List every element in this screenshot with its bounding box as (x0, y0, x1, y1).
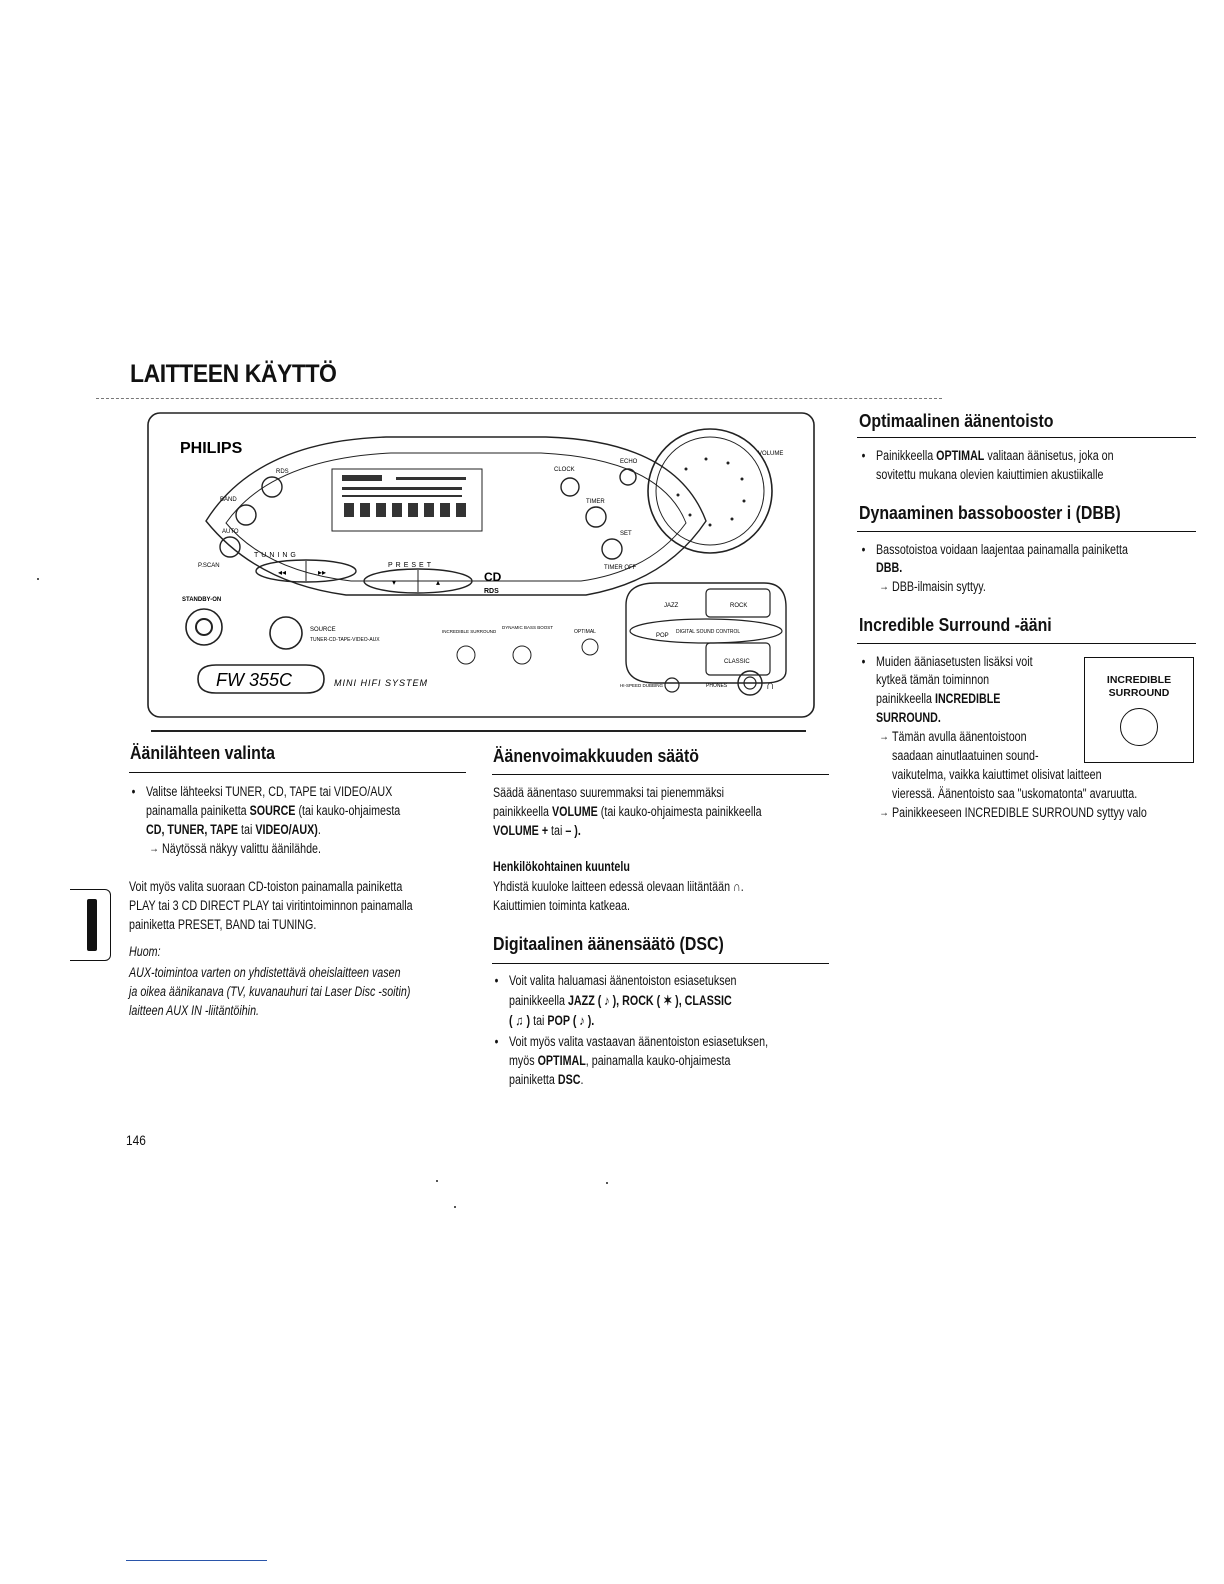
model-name: FW 355C (216, 670, 293, 690)
incredible-box-knob (1120, 708, 1158, 746)
headphones-line1: Yhdistä kuuloke laitteen edessä olevaan liitäntään ∩. (493, 879, 744, 894)
phones-label: PHONES (706, 683, 728, 689)
incredible-surround-button[interactable] (457, 646, 475, 664)
language-tab-marker (87, 899, 97, 951)
classic-label: CLASSIC (724, 659, 750, 665)
timer-button[interactable] (586, 507, 606, 527)
band-button[interactable] (236, 505, 256, 525)
source-label: SOURCE (310, 627, 336, 633)
optimal-line1: • Painikkeella OPTIMAL valitaan äänisetus, joka on (876, 446, 1114, 465)
source-bullet-line3: CD, TUNER, TAPE tai VIDEO/AUX). (146, 822, 321, 837)
surround-line3: painikkeella INCREDIBLE (876, 691, 1001, 706)
footer-rule (126, 1560, 267, 1561)
svg-text:▾: ▾ (392, 578, 397, 587)
headphones-icon: ∩ (766, 678, 775, 692)
hispeed-label: HI-SPEED DUBBING (620, 683, 664, 688)
dsc-label: DIGITAL SOUND CONTROL (676, 629, 741, 635)
source-bullet-line2: painamalla painiketta SOURCE (tai kauko-ohjaimesta (146, 803, 401, 818)
incredible-box-label1: INCREDIBLE (1106, 674, 1172, 686)
headphones-line2: Kaiuttimien toiminta katkeaa. (493, 898, 630, 913)
dbb-line1: • Bassotoistoa voidaan laajentaa painamalla painiketta (876, 540, 1128, 559)
incredible-box-label2: SURROUND (1108, 687, 1170, 699)
model-subtitle: MINI HIFI SYSTEM (334, 678, 429, 688)
surround-arrow1-line3: vaikutelma, vaikka kaiuttimet olisivat laitteen (892, 767, 1102, 782)
standby-button[interactable] (186, 609, 222, 645)
standby-label: STANDBY-ON (182, 597, 222, 603)
volume-heading-rule (492, 774, 829, 775)
surround-arrow1-line1: → Tämän avulla äänentoistoon (892, 727, 1027, 746)
note-line1: AUX-toimintoa varten on yhdistettävä oheislaitteen vasen (129, 965, 401, 980)
headphones-heading: Henkilökohtainen kuuntelu (493, 859, 630, 874)
pscan-label: P.SCAN (198, 563, 220, 569)
source-para-line1: Voit myös valita suoraan CD-toiston painamalla painiketta (129, 879, 403, 894)
note-title: Huom: (129, 944, 161, 959)
note-line2: ja oikea äänikanava (TV, kuvanauhuri tai Laser Disc -soitin) (129, 984, 411, 999)
band-label: BAND (220, 497, 237, 503)
source-arrow: → Näytössä näkyy valittu äänilähde. (162, 839, 321, 858)
surround-line4: SURROUND. (876, 710, 941, 725)
source-heading-rule (129, 772, 466, 773)
volume-line3: VOLUME + tai – ). (493, 823, 581, 838)
set-button[interactable] (602, 539, 622, 559)
optimal-heading-rule (857, 437, 1196, 438)
surround-line2: kytkeä tämän toiminnon (876, 672, 990, 687)
surround-heading-rule (857, 643, 1196, 644)
device-base (151, 716, 806, 732)
dsc-bullet1-line3: ( ♫ ) tai POP ( ♪ ). (509, 1013, 595, 1028)
auto-label: AUTO (222, 529, 239, 535)
source-list-label: TUNER-CD-TAPE-VIDEO-AUX (310, 637, 380, 643)
volume-line2: painikkeella VOLUME (tai kauko-ohjaimesta painikkeella (493, 804, 762, 819)
source-button[interactable] (270, 617, 302, 649)
scan-speck (454, 1206, 456, 1208)
dbb-heading-rule (857, 531, 1196, 532)
rock-label: ROCK (730, 603, 748, 609)
cd-logo: CD (484, 570, 502, 584)
surround-heading: Incredible Surround -ääni (859, 614, 1052, 635)
auto-button[interactable] (220, 537, 240, 557)
dsc-heading: Digitaalinen äänensäätö (DSC) (493, 933, 724, 954)
dbb-line2: DBB. (876, 560, 903, 575)
dsc-bullet1-line1: • Voit valita haluamasi äänentoiston esiasetuksen (509, 971, 737, 990)
surround-line1: • Muiden ääniasetusten lisäksi voit (876, 652, 1033, 671)
surround-arrow1-line4: vieressä. Äänentoisto saa "uskomatonta" avaruutta. (892, 786, 1138, 801)
dsc-heading-rule (492, 963, 829, 964)
surround-arrow1-line2: saadaan ainutlaatuinen sound- (892, 748, 1039, 763)
source-para-line2: PLAY tai 3 CD DIRECT PLAY tai viritintoiminnon painamalla (129, 898, 413, 913)
page-title: LAITTEEN KÄYTTÖ (130, 360, 337, 388)
echo-button[interactable] (620, 469, 636, 485)
hispeed-button[interactable] (665, 678, 679, 692)
optimal-button[interactable] (582, 639, 598, 655)
scan-speck (436, 1180, 438, 1182)
clock-label: CLOCK (554, 467, 575, 473)
rds-small-label: RDS (276, 469, 289, 475)
dbb-arrow: → DBB-ilmaisin syttyy. (892, 577, 986, 596)
scan-speck (606, 1182, 608, 1184)
note-line3: laitteen AUX IN -liitäntöihin. (129, 1003, 259, 1018)
optimal-line2: sovitettu mukana olevien kaiuttimien akustiikalle (876, 467, 1104, 482)
dsc-bullet1-line2: painikkeella JAZZ ( ♪ ), ROCK ( ✶ ), CLASSIC (509, 993, 732, 1008)
surround-arrow2: → Painikkeeseen INCREDIBLE SURROUND syttyy valo (892, 803, 1147, 822)
dbb-button[interactable] (513, 646, 531, 664)
incredible-surround-box (1084, 657, 1194, 763)
device-brand: PHILIPS (180, 440, 243, 457)
page-number: 146 (126, 1132, 146, 1148)
volume-line1: Säädä äänentaso suuremmaksi tai pienemmäksi (493, 785, 725, 800)
svg-text:◂◂: ◂◂ (278, 568, 287, 577)
source-bullet-line1: • Valitse lähteeksi TUNER, CD, TAPE tai VIDEO/AUX (146, 782, 392, 801)
pop-label: POP (656, 633, 669, 639)
timer-off-label: TIMER OFF (604, 565, 637, 571)
source-para-line3: painiketta PRESET, BAND tai TUNING. (129, 917, 317, 932)
rds-button[interactable] (262, 477, 282, 497)
scan-speck (37, 578, 39, 580)
rds-logo: RDS (484, 588, 499, 595)
echo-label: ECHO (620, 459, 638, 465)
is-label: INCREDIBLE SURROUND (442, 629, 497, 634)
tuning-label: TUNING (254, 552, 299, 559)
title-rule (96, 398, 942, 399)
dbb-label: DYNAMIC BASS BOOST (502, 625, 554, 630)
source-heading: Äänilähteen valinta (130, 742, 276, 763)
svg-text:▴: ▴ (436, 578, 441, 587)
jazz-label: JAZZ (664, 603, 679, 609)
optimal-label: OPTIMAL (574, 629, 596, 635)
device-illustration (146, 411, 816, 719)
clock-button[interactable] (561, 478, 579, 496)
preset-label: PRESET (388, 562, 435, 569)
optimal-heading: Optimaalinen äänentoisto (859, 410, 1054, 431)
dsc-bullet2-line3: painiketta DSC. (509, 1072, 584, 1087)
volume-label: VOLUME (758, 451, 784, 457)
dsc-bullet2-line2: myös OPTIMAL, painamalla kauko-ohjaimesta (509, 1053, 731, 1068)
timer-label: TIMER (586, 499, 605, 505)
power-icon (196, 619, 212, 635)
volume-heading: Äänenvoimakkuuden säätö (493, 745, 700, 766)
headphone-icon: ∩. (733, 879, 744, 894)
dsc-bullet2-line1: • Voit myös valita vastaavan äänentoiston esiasetuksen, (509, 1032, 768, 1051)
dbb-heading: Dynaaminen bassobooster i (DBB) (859, 502, 1121, 523)
volume-knob[interactable] (648, 429, 772, 553)
set-label: SET (620, 531, 632, 537)
svg-text:▸▸: ▸▸ (318, 568, 327, 577)
